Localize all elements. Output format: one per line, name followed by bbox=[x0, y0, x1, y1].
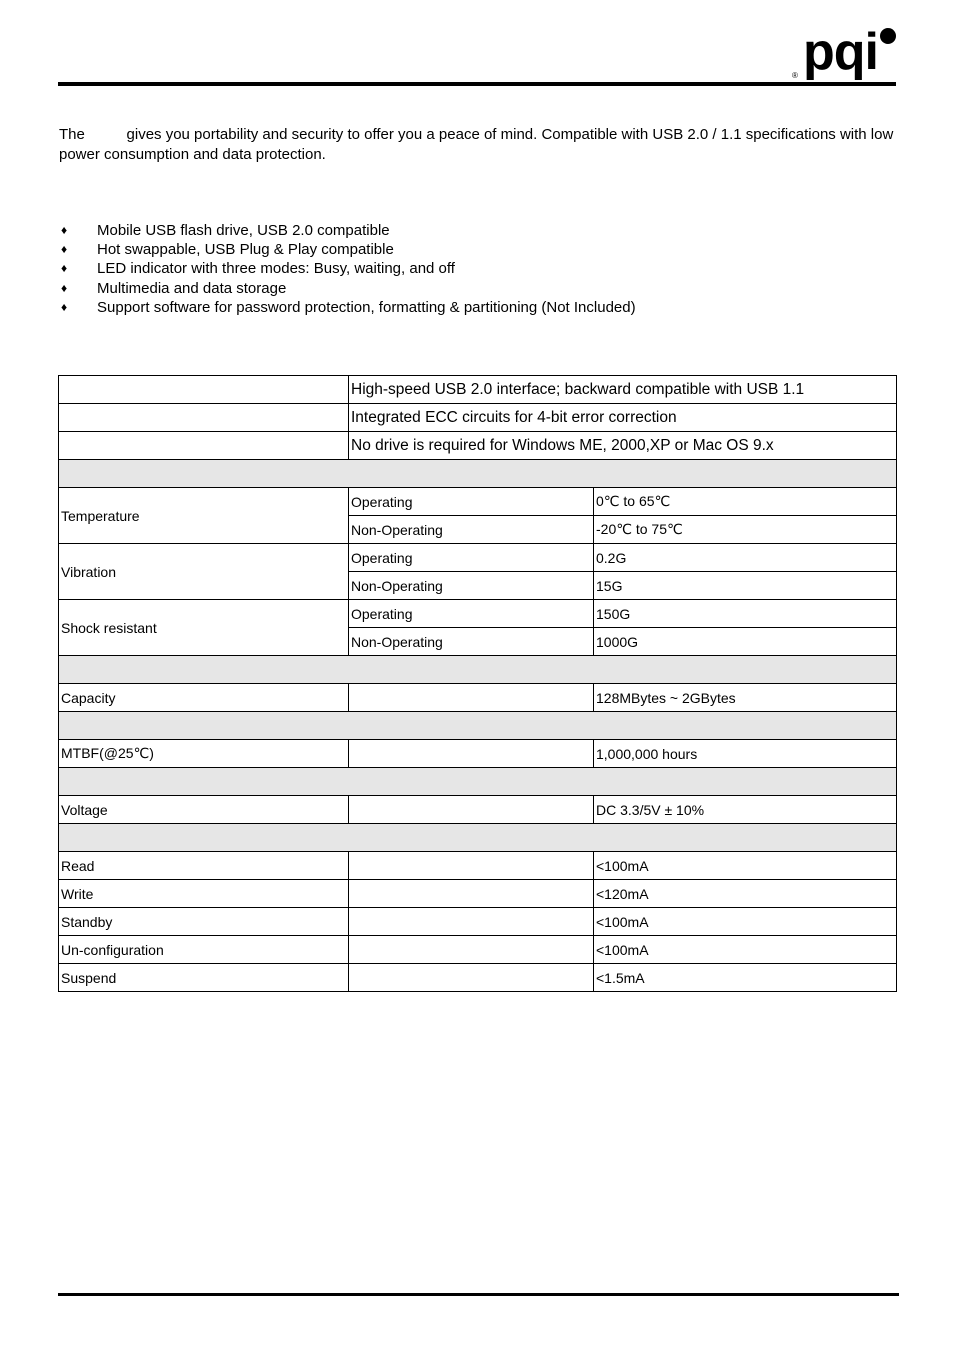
current-value: <1.5mA bbox=[594, 964, 897, 992]
current-label: Standby bbox=[59, 908, 349, 936]
feature-item: ♦ LED indicator with three modes: Busy, waiting, and off bbox=[61, 260, 455, 278]
diamond-bullet-icon: ♦ bbox=[61, 280, 68, 295]
current-value: <100mA bbox=[594, 852, 897, 880]
feature-item: ♦ Hot swappable, USB Plug & Play compatible bbox=[61, 241, 394, 259]
temperature-label: Temperature bbox=[59, 488, 349, 544]
mtbf-value: 1,000,000 hours bbox=[594, 740, 897, 768]
table-row bbox=[59, 796, 897, 824]
voltage-value: DC 3.3/5V ± 10% bbox=[594, 796, 897, 824]
condition-label: Non-Operating bbox=[349, 628, 594, 656]
table-row bbox=[59, 544, 897, 572]
condition-label: Operating bbox=[349, 600, 594, 628]
spec-label-cell bbox=[59, 432, 349, 460]
table-row bbox=[59, 600, 897, 628]
section-header-row bbox=[59, 656, 897, 684]
table-row bbox=[59, 404, 897, 432]
table-row bbox=[59, 432, 897, 460]
condition-value: 0.2G bbox=[594, 544, 897, 572]
footer-rule bbox=[58, 1293, 899, 1296]
vibration-label: Vibration bbox=[59, 544, 349, 600]
table-row bbox=[59, 740, 897, 768]
voltage-label: Voltage bbox=[59, 796, 349, 824]
section-header-row bbox=[59, 768, 897, 796]
table-row bbox=[59, 964, 897, 992]
spec-label-cell bbox=[59, 404, 349, 432]
diamond-bullet-icon: ♦ bbox=[61, 261, 68, 276]
current-value: <120mA bbox=[594, 880, 897, 908]
feature-item: ♦ Mobile USB flash drive, USB 2.0 compatible bbox=[61, 222, 390, 239]
condition-value: 15G bbox=[594, 572, 897, 600]
table-row bbox=[59, 376, 897, 404]
condition-label: Non-Operating bbox=[349, 572, 594, 600]
condition-label: Operating bbox=[349, 544, 594, 572]
registered-mark: ® bbox=[792, 71, 798, 80]
mtbf-label: MTBF(@25℃) bbox=[59, 740, 349, 768]
spec-label-cell bbox=[59, 376, 349, 404]
header-rule bbox=[58, 82, 896, 86]
capacity-value: 128MBytes ~ 2GBytes bbox=[594, 684, 897, 712]
table-row bbox=[59, 908, 897, 936]
current-value: <100mA bbox=[594, 908, 897, 936]
current-label: Read bbox=[59, 852, 349, 880]
condition-value: -20℃ to 75℃ bbox=[594, 516, 897, 544]
driver-value: No drive is required for Windows ME, 2000,XP or Mac OS 9.x bbox=[349, 432, 897, 460]
intro-paragraph: The gives you portability and security to offer you a peace of mind. Compatible with USB 2.0 / 1.1 specifications with low power consumption and data protection. bbox=[59, 126, 898, 163]
logo-text: pqi bbox=[803, 23, 878, 81]
feature-item: ♦ Support software for password protection, formatting & partitioning (Not Included) bbox=[61, 298, 636, 316]
feature-item: ♦ Multimedia and data storage bbox=[61, 279, 287, 297]
feature-list bbox=[59, 221, 899, 317]
condition-label: Operating bbox=[349, 488, 594, 516]
condition-value: 1000G bbox=[594, 628, 897, 656]
condition-label: Non-Operating bbox=[349, 516, 594, 544]
diamond-bullet-icon: ♦ bbox=[61, 242, 68, 257]
table-row bbox=[59, 852, 897, 880]
logo-dot-icon bbox=[880, 28, 896, 44]
current-label: Write bbox=[59, 880, 349, 908]
condition-value: 150G bbox=[594, 600, 897, 628]
pqi-logo bbox=[792, 23, 898, 82]
section-header-row bbox=[59, 824, 897, 852]
table-row bbox=[59, 880, 897, 908]
diamond-bullet-icon: ♦ bbox=[61, 223, 68, 237]
section-header-row bbox=[59, 460, 897, 488]
shock-label: Shock resistant bbox=[59, 600, 349, 656]
condition-value: 0℃ to 65℃ bbox=[594, 488, 897, 516]
current-value: <100mA bbox=[594, 936, 897, 964]
diamond-bullet-icon: ♦ bbox=[61, 299, 68, 314]
section-header-row bbox=[59, 712, 897, 740]
current-label: Un-configuration bbox=[59, 936, 349, 964]
ecc-value: Integrated ECC circuits for 4-bit error correction bbox=[349, 404, 897, 432]
table-row bbox=[59, 936, 897, 964]
current-label: Suspend bbox=[59, 964, 349, 992]
interface-value: High-speed USB 2.0 interface; backward compatible with USB 1.1 bbox=[349, 376, 897, 404]
capacity-label: Capacity bbox=[59, 684, 349, 712]
table-row bbox=[59, 684, 897, 712]
specification-table bbox=[58, 375, 897, 992]
table-row bbox=[59, 488, 897, 516]
